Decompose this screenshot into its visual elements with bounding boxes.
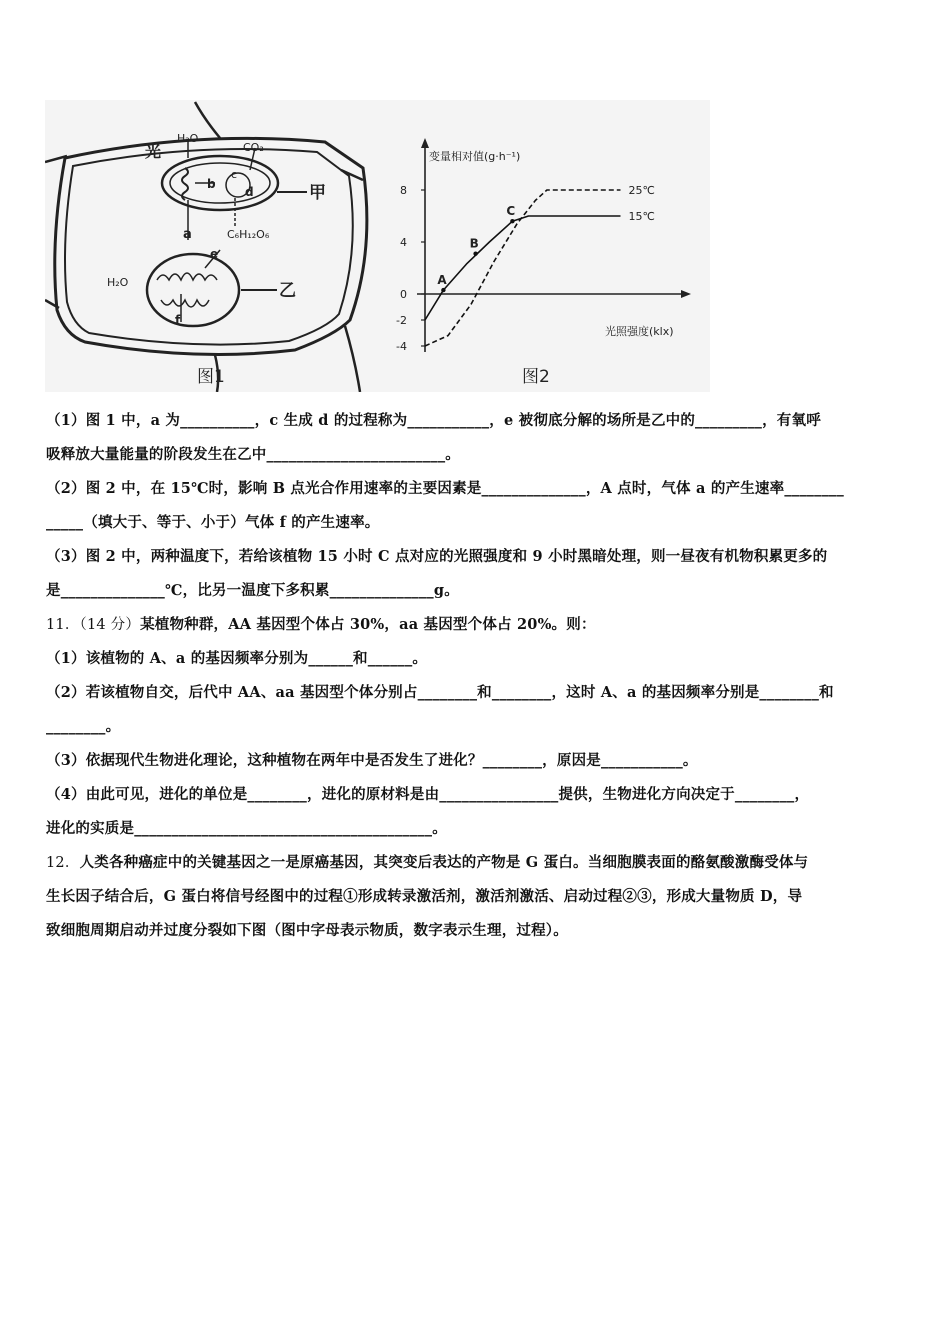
q11-part4-line1: （4）由此可见，进化的单位是________，进化的原材料是由________________提供，生物进化方向决定于________，: [46, 786, 810, 803]
q12-line1-text: 人类各种癌症中的关键基因之一是原癌基因，其突变后表达的产物是 G 蛋白。当细胞膜表面的酪氨酸激酶受体与: [79, 854, 809, 871]
q10-part1-line2: 吸释放大量能量的阶段发生在乙中________________________。: [46, 446, 460, 463]
q10-part1-line1: （1）图 1 中，a 为__________，c 生成 d 的过程称为___________，e 被彻底分解的场所是乙中的_________，有氧呼: [46, 412, 821, 429]
a-label: a: [183, 227, 192, 242]
h2o-left-label: H₂O: [107, 276, 129, 289]
y-tick-label: -4: [396, 340, 407, 353]
e-label: e: [210, 247, 219, 261]
jia-label: 甲: [309, 183, 326, 203]
q11-part2-line1: （2）若该植物自交，后代中 AA、aa 基因型个体分别占________和________，这时 A、a 的基因频率分别是________和: [46, 684, 834, 701]
q11-stem-text: 某植物种群，AA 基因型个体占 30%，aa 基因型个体占 20%。则：: [140, 616, 596, 633]
q12-line2: 生长因子结合后，G 蛋白将信号经图中的过程①形成转录激活剂，激活剂激活、启动过程②③，形成大量物质 D，导: [46, 888, 803, 905]
q12-line3: 致细胞周期启动并过度分裂如下图（图中字母表示物质，数字表示生理，过程）。: [46, 922, 568, 939]
q10-part3-line2: 是______________℃，比另一温度下多积累______________g。: [46, 582, 459, 599]
q12-number: 12．: [46, 855, 80, 871]
y-tick-label: 0: [400, 288, 407, 301]
x-axis-label: 光照强度(klx): [605, 325, 674, 338]
h2o-top-label: H₂O: [177, 132, 199, 145]
series-legend-label: 25℃: [628, 184, 655, 197]
q11-part2-line2: ________。: [46, 718, 121, 735]
co2-label: CO₂: [243, 141, 264, 154]
point-label-c: C: [506, 204, 516, 219]
y-axis-label: 变量相对值(g·h⁻¹): [429, 150, 521, 163]
point-marker-c: [510, 219, 514, 223]
y-tick-label: 4: [400, 236, 407, 249]
q11-part1: （1）该植物的 A、a 的基因频率分别为______和______。: [46, 650, 428, 667]
point-marker-a: [441, 288, 445, 292]
figure-2-caption: 图2: [522, 367, 550, 387]
series-legend-label: 15℃: [628, 210, 655, 223]
d-label: d: [245, 185, 254, 199]
q12-line1: [46, 846, 908, 880]
point-label-a: A: [437, 273, 447, 288]
c-label: c: [231, 168, 238, 181]
f-label: f: [175, 313, 181, 327]
point-label-b: B: [469, 236, 479, 251]
yi-label: 乙: [279, 281, 296, 301]
c6h12o6-label: C₆H₁₂O₆: [227, 228, 270, 241]
question-text: [46, 404, 908, 948]
q11-number: 11．（14 分）: [46, 617, 141, 633]
q11-part4-line2: 进化的实质是________________________________________。: [46, 820, 447, 837]
q11-stem: [46, 608, 908, 642]
light-label: 光: [145, 142, 162, 161]
b-label: b: [207, 177, 216, 191]
y-tick-label: -2: [396, 314, 407, 327]
q10-part3-line1: （3）图 2 中，两种温度下，若给该植物 15 小时 C 点对应的光照强度和 9 小时黑暗处理，则一昼夜有机物积累更多的: [46, 548, 828, 565]
y-tick-label: 8: [400, 184, 407, 197]
q10-part2-line1: （2）图 2 中，在 15℃时，影响 B 点光合作用速率的主要因素是______________，A 点时，气体 a 的产生速率________: [46, 480, 844, 497]
point-marker-b: [473, 252, 477, 256]
q11-part3: （3）依据现代生物进化理论，这种植物在两年中是否发生了进化？________，原因是___________。: [46, 752, 698, 769]
figure-1-caption: 图1: [197, 367, 225, 387]
figure-panel: [45, 100, 710, 392]
q10-part2-line2: _____（填大于、等于、小于）气体 f 的产生速率。: [46, 514, 380, 531]
